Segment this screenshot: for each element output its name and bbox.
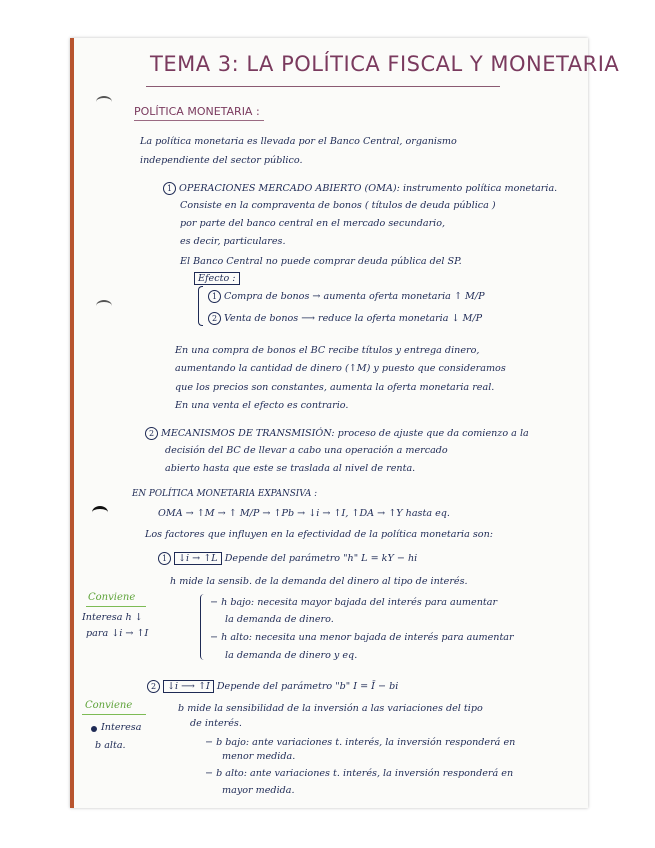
factor1-item: la demanda de dinero y eq. (225, 650, 358, 661)
conviene-note-line: b alta. (95, 740, 126, 751)
factores-line: Los factores que influyen en la efectividad de la política monetaria son: (145, 529, 493, 540)
oma-line: Consiste en la compraventa de bonos ( títulos de deuda pública ) (180, 200, 496, 211)
effect-symbol: ↑ M/P (453, 291, 485, 302)
factor2-item: − b alto: ante variaciones t. interés, la inversión responderá en (205, 768, 514, 779)
factor2-line: b mide la sensibilidad de la inversión a las variaciones del tipo (178, 703, 483, 714)
factor2-item: mayor medida. (222, 785, 295, 796)
factor1-item: − h alto: necesita una menor bajada de interés para aumentar (210, 632, 514, 643)
intro-line: independiente del sector público. (140, 155, 303, 166)
bullet-icon (91, 726, 97, 732)
factor2-boxed: ↓i ⟶ ↑I (163, 680, 214, 693)
page-edge (70, 38, 74, 808)
section-underline (134, 120, 264, 121)
factor1-heading: 1 ↓i → ↑L Depende del parámetro "h" L = kY − hi (158, 552, 417, 565)
oma-paragraph-line: que los precios son constantes, aumenta la oferta monetaria real. (175, 382, 495, 393)
conviene-note-line: para ↓i → ↑I (86, 628, 149, 639)
page-title: TEMA 3: LA POLÍTICA FISCAL Y MONETARIA (150, 52, 620, 76)
effect-item: 2 Venta de bonos ⟶ reduce la oferta monetaria ↓ M/P (208, 312, 482, 325)
effect-item: 1 Compra de bonos → aumenta oferta monetaria ↑ M/P (208, 290, 485, 303)
punch-hole (92, 506, 108, 519)
punch-hole (96, 96, 112, 108)
oma-heading-rest: instrumento política monetaria. (399, 183, 558, 194)
oma-line: es decir, particulares. (180, 236, 286, 247)
factor2-item: menor medida. (222, 751, 296, 762)
oma-line: El Banco Central no puede comprar deuda pública del SP. (180, 256, 462, 267)
factor2-line: de interés. (190, 718, 242, 729)
factor2-item: − b bajo: ante variaciones t. interés, la inversión responderá en (205, 737, 516, 748)
conviene-note-line: Interesa (101, 722, 142, 733)
factor1-line: h mide la sensib. de la demanda del dinero al tipo de interés. (170, 576, 468, 587)
factor1-item: la demanda de dinero. (225, 614, 334, 625)
transmission-chain: OMA → ↑M → ↑ M/P → ↑Pb → ↓i → ↑I, ↑DA → ↑Y hasta eq. (158, 508, 450, 519)
factor1-item: − h bajo: necesita mayor bajada del interés para aumentar (210, 597, 498, 608)
section-heading: POLÍTICA MONETARIA : (134, 105, 260, 118)
oma-heading-title: OPERACIONES MERCADO ABIERTO (OMA): (179, 183, 400, 194)
conviene-note-title: Conviene (88, 592, 136, 603)
number-circle: 1 (163, 182, 176, 195)
transmision-heading: 2 MECANISMOS DE TRANSMISIÓN: proceso de ajuste que da comienzo a la (145, 427, 529, 440)
oma-paragraph-line: En una venta el efecto es contrario. (175, 400, 349, 411)
conviene-underline (82, 714, 146, 715)
factor2-heading: 2 ↓i ⟶ ↑I Depende del parámetro "b" I = Ī − bi (147, 680, 398, 693)
conviene-note-line: Interesa h ↓ (82, 612, 143, 623)
efecto-label: Efecto : (194, 273, 240, 285)
title-underline (146, 86, 500, 87)
effect-symbol: ↓ M/P (451, 313, 483, 324)
conviene-underline (86, 606, 146, 607)
expansiva-heading: EN POLÍTICA MONETARIA EXPANSIVA : (132, 489, 318, 499)
factor1-bracket (200, 594, 205, 660)
oma-paragraph-line: aumentando la cantidad de dinero (↑M) y puesto que consideramos (175, 363, 506, 374)
factor1-boxed: ↓i → ↑L (174, 552, 222, 565)
transmision-line: abierto hasta que este se traslada al nivel de renta. (165, 463, 416, 474)
oma-line: por parte del banco central en el mercado secundario, (180, 218, 446, 229)
oma-paragraph-line: En una compra de bonos el BC recibe títulos y entrega dinero, (175, 345, 480, 356)
effects-bracket (198, 286, 203, 326)
conviene-note-title: Conviene (85, 700, 133, 711)
punch-hole (96, 300, 112, 312)
transmision-line: decisión del BC de llevar a cabo una operación a mercado (165, 445, 448, 456)
oma-heading (163, 182, 557, 195)
intro-line: La política monetaria es llevada por el Banco Central, organismo (140, 136, 457, 147)
